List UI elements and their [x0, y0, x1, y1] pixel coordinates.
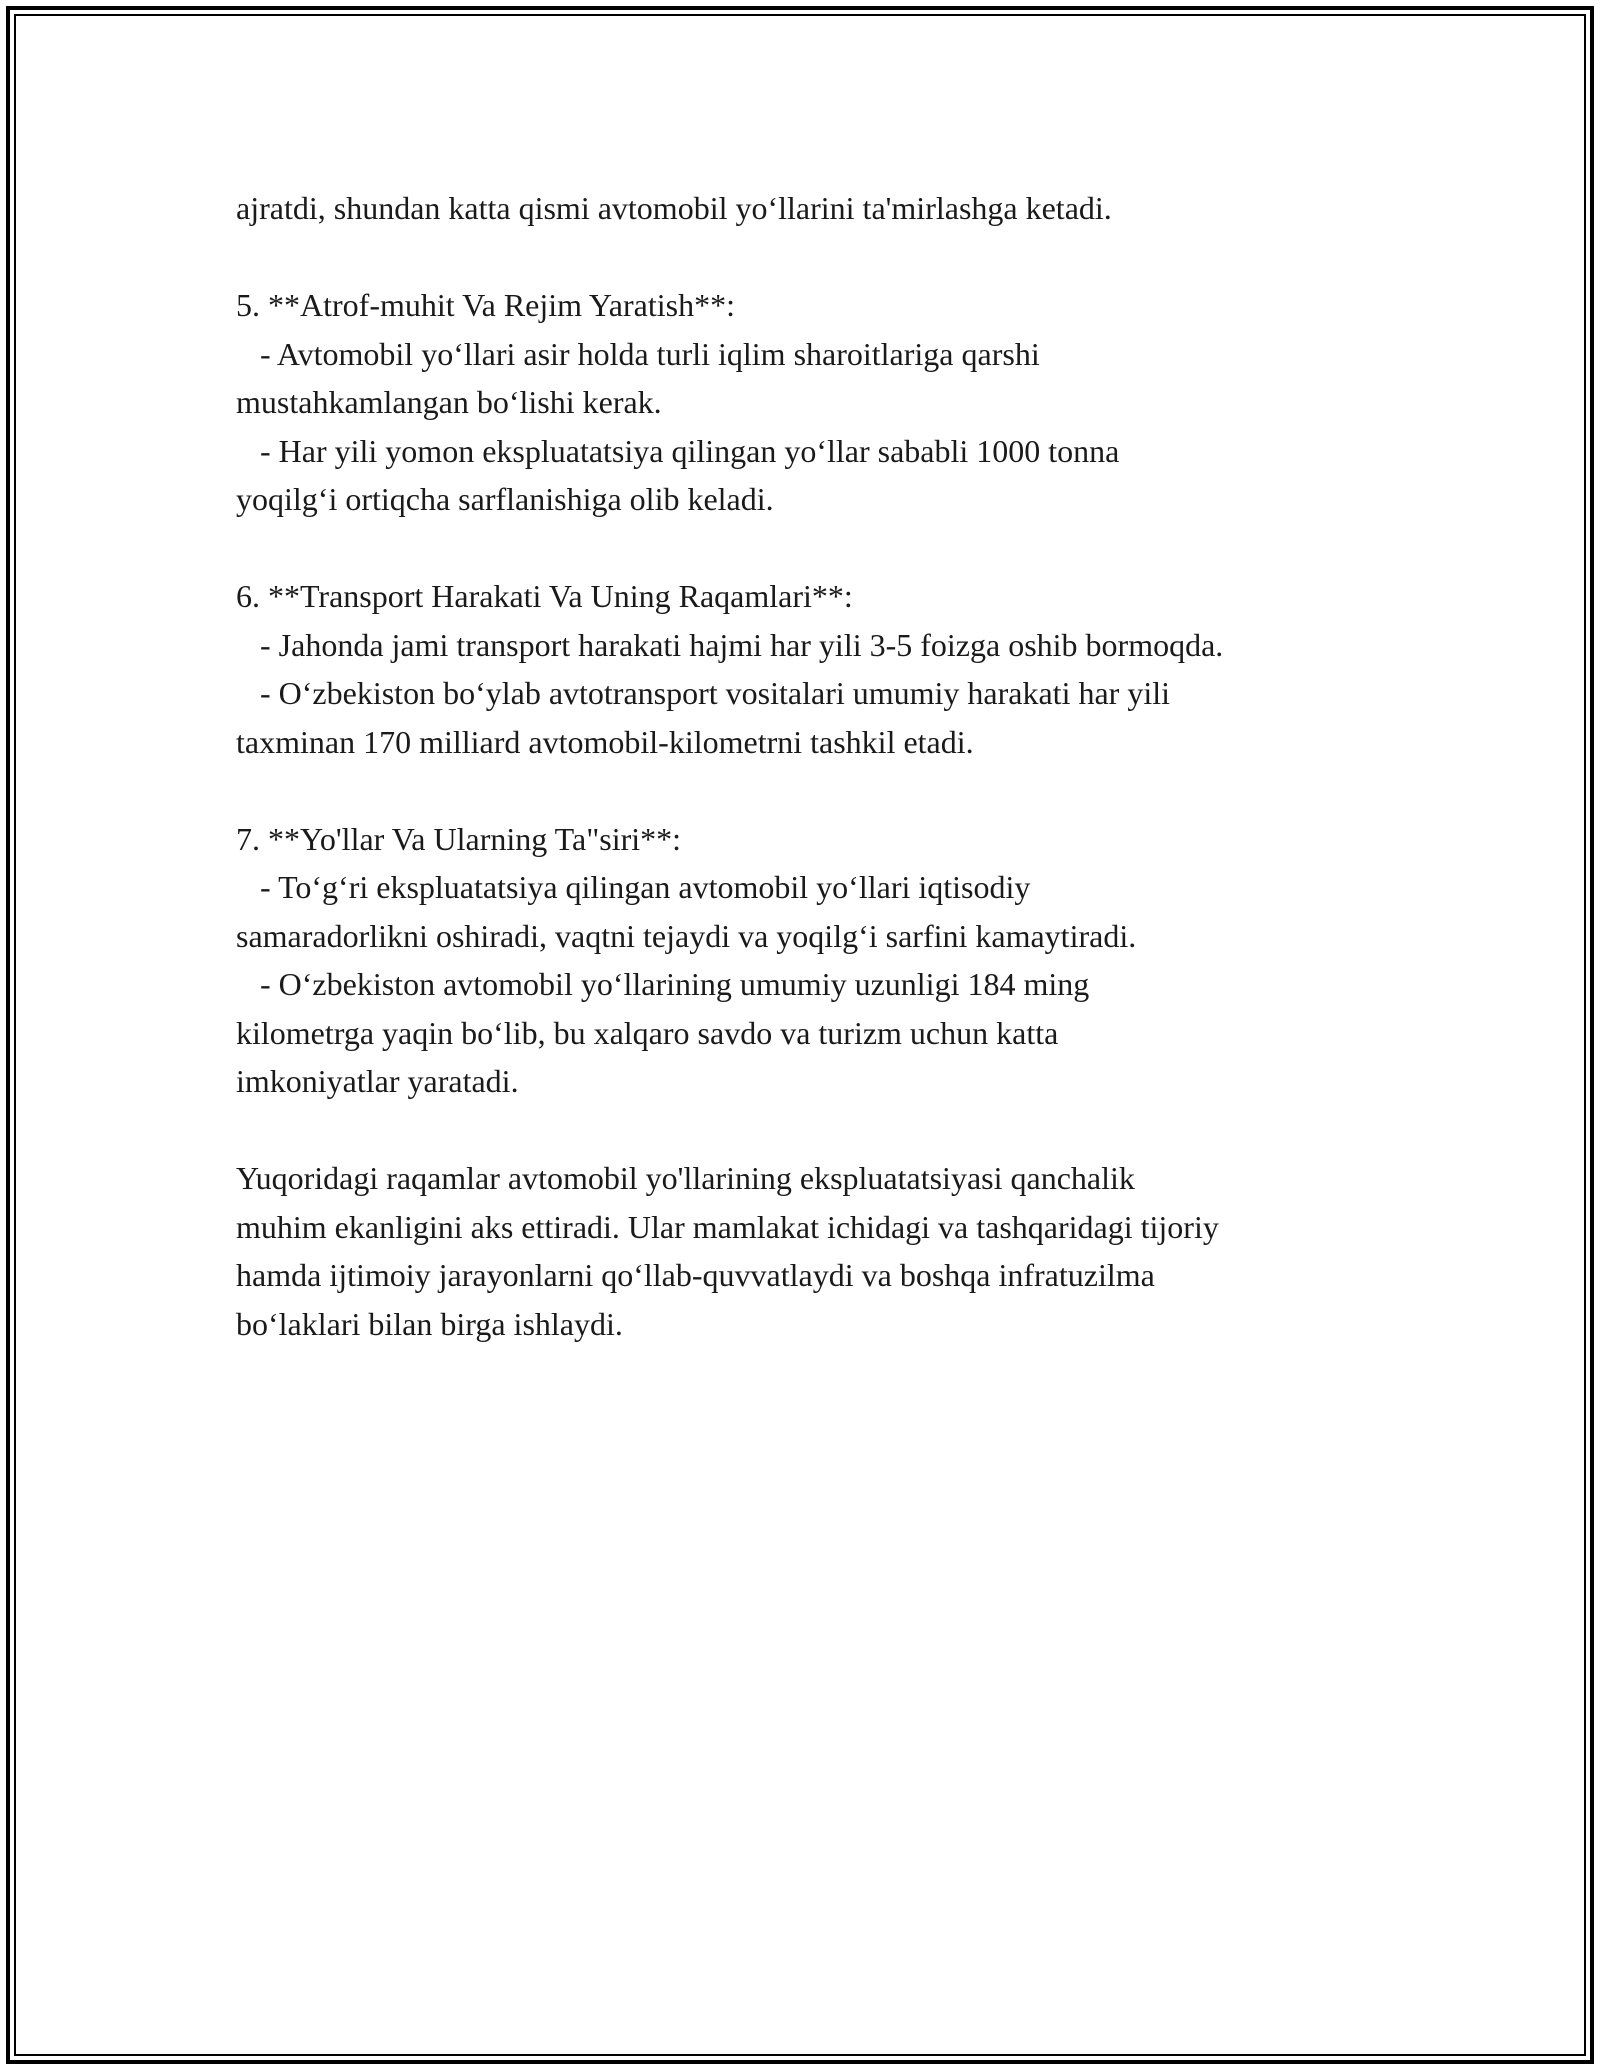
section-7 — [236, 815, 1416, 1106]
text-line: taxminan 170 milliard avtomobil-kilometrni tashkil etadi. — [236, 723, 974, 760]
text-line: - O‘zbekiston bo‘ylab avtotransport vositalari umumiy harakati har yili — [236, 675, 1170, 711]
section-6 — [236, 572, 1416, 766]
section-heading: 6. **Transport Harakati Va Uning Raqamlari**: — [236, 578, 853, 614]
text-line: yoqilg‘i ortiqcha sarflanishiga olib keladi. — [236, 481, 774, 517]
document-body — [236, 184, 1416, 1348]
text-line: kilometrga yaqin bo‘lib, bu xalqaro savdo va turizm uchun katta — [236, 1014, 1059, 1051]
text-line: - Har yili yomon ekspluatatsiya qilingan yo‘llar sababli 1000 tonna — [236, 432, 1120, 469]
section-heading: 7. **Yo'llar Va Ularning Ta"siri**: — [236, 820, 682, 857]
paragraph-continuation — [236, 184, 1416, 233]
conclusion-paragraph — [236, 1154, 1416, 1348]
text-line: hamda ijtimoiy jarayonlarni qo‘llab-quvvatlaydi va boshqa infratuzilma — [236, 1257, 1155, 1293]
paragraph-gap — [236, 524, 1416, 573]
paragraph-gap — [236, 233, 1416, 282]
text-line: imkoniyatlar yaratadi. — [236, 1063, 519, 1099]
text-line: - Avtomobil yo‘llari asir holda turli iqlim sharoitlariga qarshi — [236, 335, 1040, 372]
text-line: bo‘laklari bilan birga ishlaydi. — [236, 1305, 623, 1342]
text-line: muhim ekanligini aks ettiradi. Ular mamlakat ichidagi va tashqaridagi tijoriy — [236, 1208, 1219, 1245]
section-5 — [236, 281, 1416, 524]
text-line: - To‘g‘ri ekspluatatsiya qilingan avtomobil yo‘llari iqtisodiy — [236, 869, 1031, 905]
paragraph-gap — [236, 1106, 1416, 1155]
text-line: samaradorlikni oshiradi, vaqtni tejaydi va yoqilg‘i sarfini kamaytiradi. — [236, 917, 1137, 954]
text-line: - O‘zbekiston avtomobil yo‘llarining umumiy uzunligi 184 ming — [236, 966, 1090, 1002]
paragraph-gap — [236, 766, 1416, 815]
text-line: - Jahonda jami transport harakati hajmi har yili 3-5 foizga oshib bormoqda. — [236, 626, 1224, 663]
text-line: mustahkamlangan bo‘lishi kerak. — [236, 384, 662, 420]
section-heading: 5. **Atrof-muhit Va Rejim Yaratish**: — [236, 287, 735, 323]
text-line: ajratdi, shundan katta qismi avtomobil yo‘llarini ta'mirlashga ketadi. — [236, 190, 1112, 226]
text-line: Yuqoridagi raqamlar avtomobil yo'llarining ekspluatatsiyasi qanchalik — [236, 1160, 1135, 1196]
